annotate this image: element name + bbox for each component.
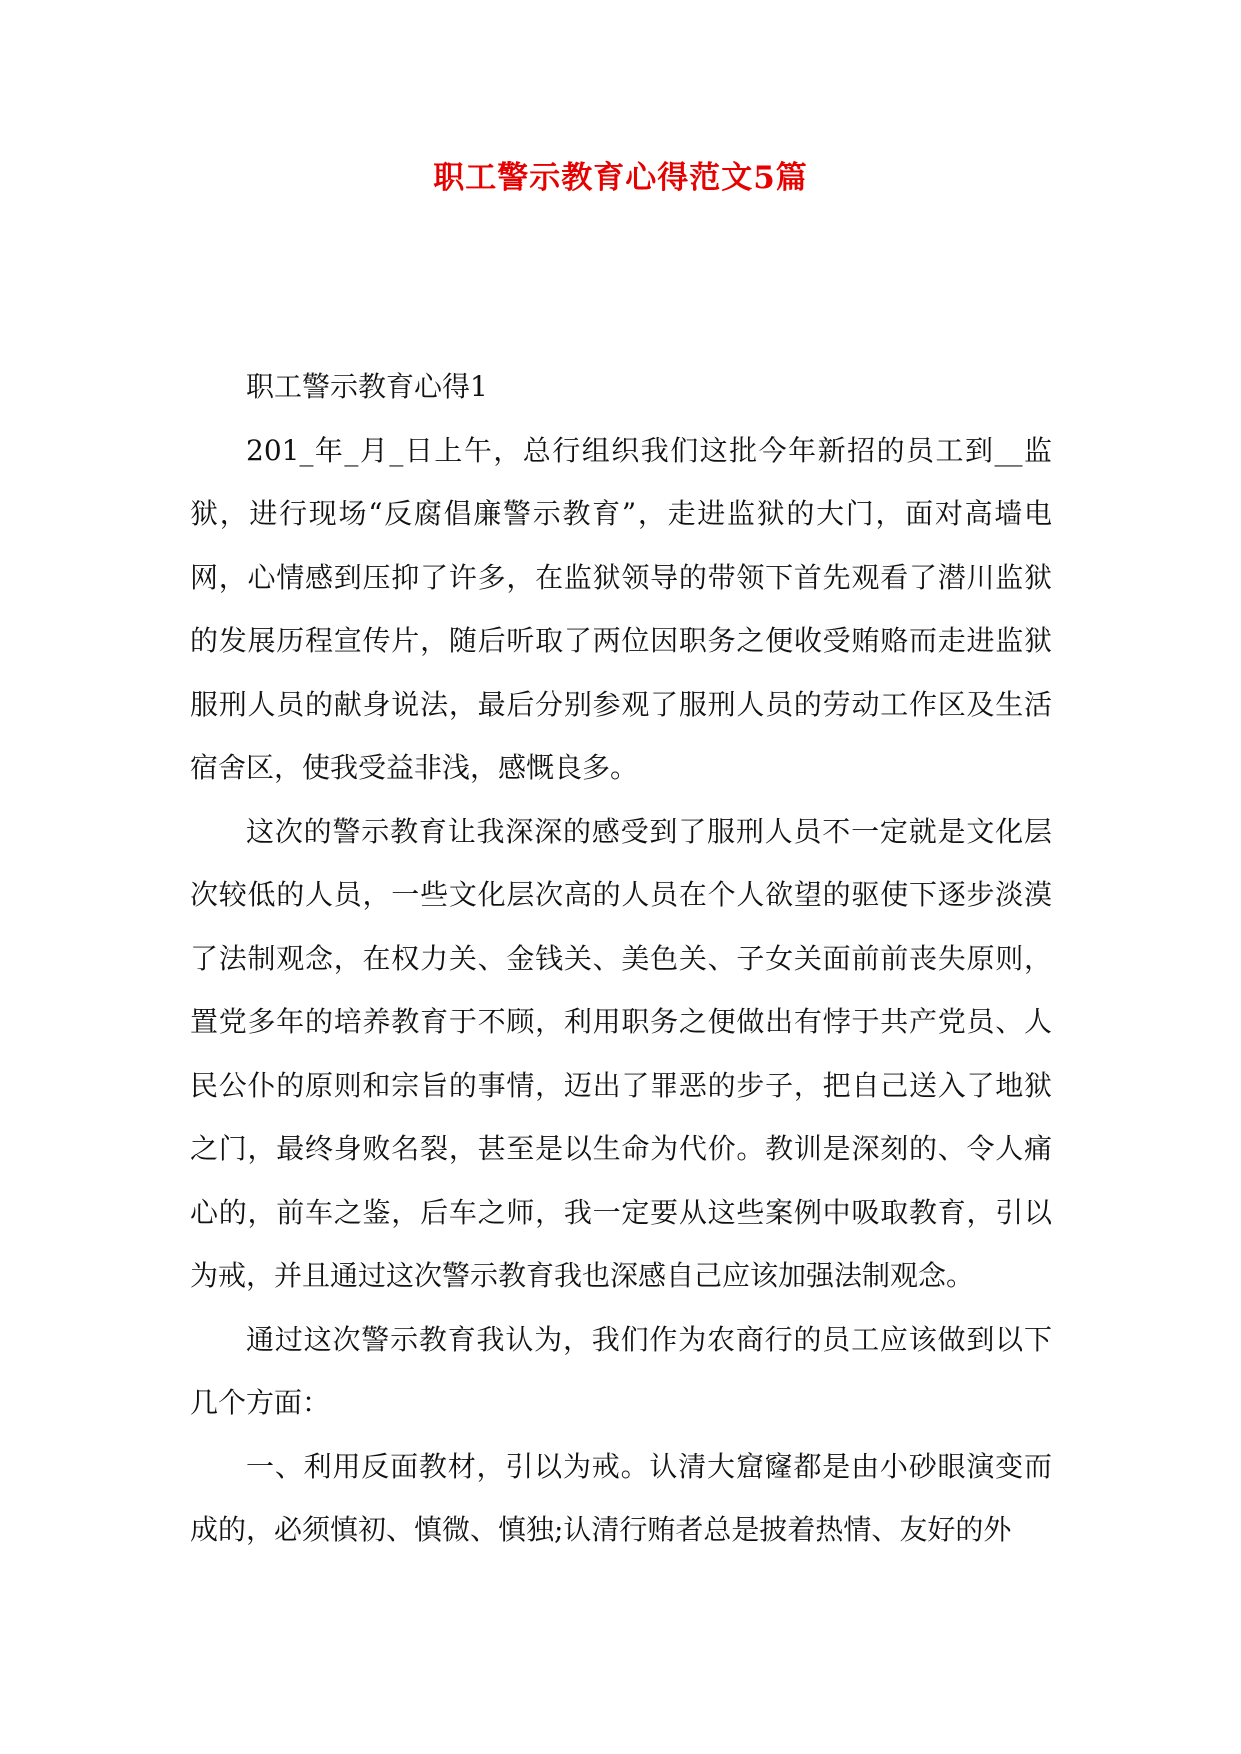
document-body (190, 355, 1052, 1562)
body-paragraph: 这次的警示教育让我深深的感受到了服刑人员不一定就是文化层次较低的人员，一些文化层次高的人员在个人欲望的驱使下逐步淡漠了法制观念，在权力关、金钱关、美色关、子女关面前前丧失原则，置党多年的培养教育于不顾，利用职务之便做出有悖于共产党员、人民公仆的原则和宗旨的事情，迈出了罪恶的步子，把自己送入了地狱之门，最终身败名裂，甚至是以生命为代价。教训是深刻的、令人痛心的，前车之鉴，后车之师，我一定要从这些案例中吸取教育，引以为戒，并且通过这次警示教育我也深感自己应该加强法制观念。 (190, 814, 1052, 1292)
body-paragraph: 通过这次警示教育我认为，我们作为农商行的员工应该做到以下几个方面： (190, 1322, 1052, 1419)
document-title: 职工警示教育心得范文5篇 (433, 160, 808, 196)
body-paragraph: 201_年_月_日上午，总行组织我们这批今年新招的员工到__监狱，进行现场“反腐倡廉警示教育”，走进监狱的大门，面对高墙电网，心情感到压抑了许多，在监狱领导的带领下首先观看了潜川监狱的发展历程宣传片，随后听取了两位因职务之便收受贿赂而走进监狱服刑人员的献身说法，最后分别参观了服刑人员的劳动工作区及生活宿舍区，使我受益非浅，感慨良多。 (190, 433, 1052, 784)
body-paragraph: 一、利用反面教材，引以为戒。认清大窟窿都是由小砂眼演变而成的，必须慎初、慎微、慎独;认清行贿者总是披着热情、友好的外 (190, 1449, 1052, 1546)
section-heading: 职工警示教育心得1 (246, 370, 488, 403)
